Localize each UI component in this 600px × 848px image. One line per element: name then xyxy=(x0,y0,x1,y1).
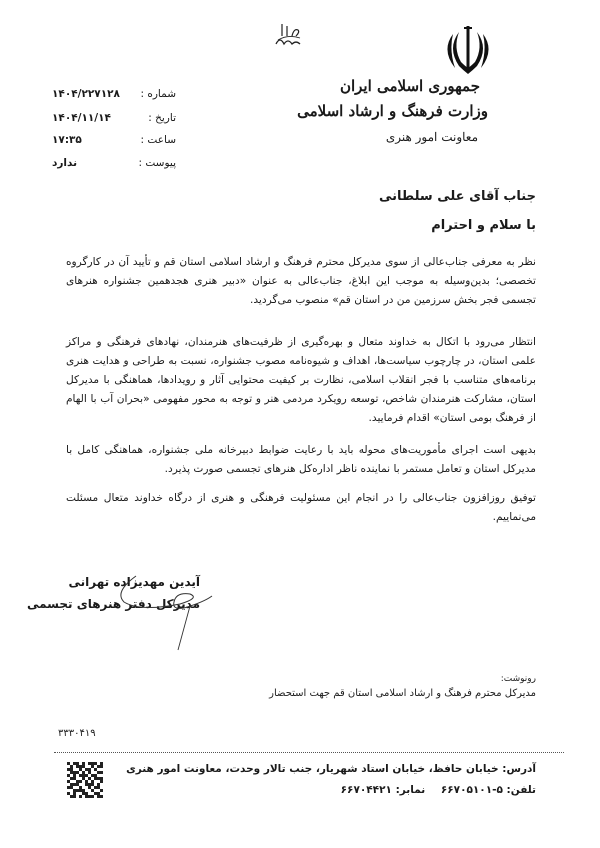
basmala-calligraphy xyxy=(268,16,308,52)
body-paragraph: توفیق روزافزون جناب‌عالی را در انجام این مسئولیت فرهنگی و هنری از درگاه خداوند متعال مسئلت می‌نماییم. xyxy=(66,492,536,523)
meta-number xyxy=(52,88,176,100)
org-line-republic: جمهوری اسلامی ایران xyxy=(339,77,480,95)
body-paragraph: انتظار می‌رود با اتکال به خداوند متعال و بهره‌گیری از ظرفیت‌های هنرمندان، نهادهای فرهنگی و مراکز علمی استان، در چارچوب سیاست‌ها، اهداف و شیوه‌نامه مصوب جشنواره، نسبت به طراحی و هدایت هنری برنامه‌های متناسب با فجر انقلاب اسلامی، نظارت بر کیفیت محتوایی آثار و رویدادها، هماهنگی با مدیرکل استان، مشارکت هنرمندان شاخص، توسعه رویکرد مردمی هنر و توجه به محور مفهومی «بحران آب با الهام از فرهنگ بومی استان» اقدام فرمایید. xyxy=(66,336,536,424)
document-code: ۳۳۳۰۴۱۹ xyxy=(58,728,96,739)
footer-contacts xyxy=(329,784,536,796)
org-line-deputy: معاونت امور هنری xyxy=(385,130,478,144)
cc-recipient: مدیرکل محترم فرهنگ و ارشاد اسلامی استان قم جهت استحضار xyxy=(269,688,536,699)
meta-label: تاریخ : xyxy=(148,112,176,124)
meta-value: ۱۴۰۴/۱۱/۱۴ xyxy=(52,112,111,124)
meta-label: پیوست : xyxy=(138,157,176,169)
meta-label: شماره : xyxy=(140,88,176,100)
footer-address: آدرس: خیابان حافظ، خیابان استاد شهریار، جنب تالار وحدت، معاونت امور هنری xyxy=(126,763,536,775)
qr-code-icon xyxy=(67,762,103,798)
meta-attachment xyxy=(52,157,176,169)
meta-value: ۱۴۰۴/۲۲۷۱۲۸ xyxy=(52,88,120,100)
cc-label: رونوشت: xyxy=(500,674,536,684)
org-line-ministry: وزارت فرهنگ و ارشاد اسلامی xyxy=(297,102,488,120)
footer-fax: نمابر: ۶۶۷۰۴۴۲۱ xyxy=(340,784,426,796)
signature-scribble-icon xyxy=(120,572,240,652)
meta-label: ساعت : xyxy=(140,134,176,146)
greeting: با سلام و احترام xyxy=(431,218,536,233)
body-paragraph: نظر به معرفی جناب‌عالی از سوی مدیرکل محترم فرهنگ و ارشاد اسلامی استان قم و تأیید آن در کارگروه تخصصی؛ بدین‌وسیله به موجب این ابلاغ، جناب‌عالی به عنوان «دبیر هنری هجدهمین جشنواره هنرهای تجسمی فجر بخش سرزمین من در استان قم» منصوب می‌گردید. xyxy=(66,256,536,306)
footer-phone: تلفن: ۵-۶۶۷۰۵۱۰۱ xyxy=(440,784,536,796)
meta-value: ندارد xyxy=(52,157,78,169)
signer-name: آیدین مهدیزاده تهرانی xyxy=(68,575,200,589)
addressee: جناب آقای علی سلطانی xyxy=(379,189,536,204)
footer-divider xyxy=(54,752,564,753)
meta-value: ۱۷:۳۵ xyxy=(52,134,82,146)
iran-emblem-icon xyxy=(443,24,493,76)
meta-time xyxy=(52,134,176,146)
meta-date xyxy=(52,112,176,124)
body-paragraph: بدیهی است اجرای مأموریت‌های محوله باید با رعایت ضوابط دبیرخانه ملی جشنواره، هماهنگی کامل با مدیرکل استان و تعامل مستمر با نماینده ناظر اداره‌کل هنرهای تجسمی صورت پذیرد. xyxy=(66,444,536,475)
signer-title: مدیرکل دفتر هنرهای تجسمی xyxy=(27,597,200,611)
